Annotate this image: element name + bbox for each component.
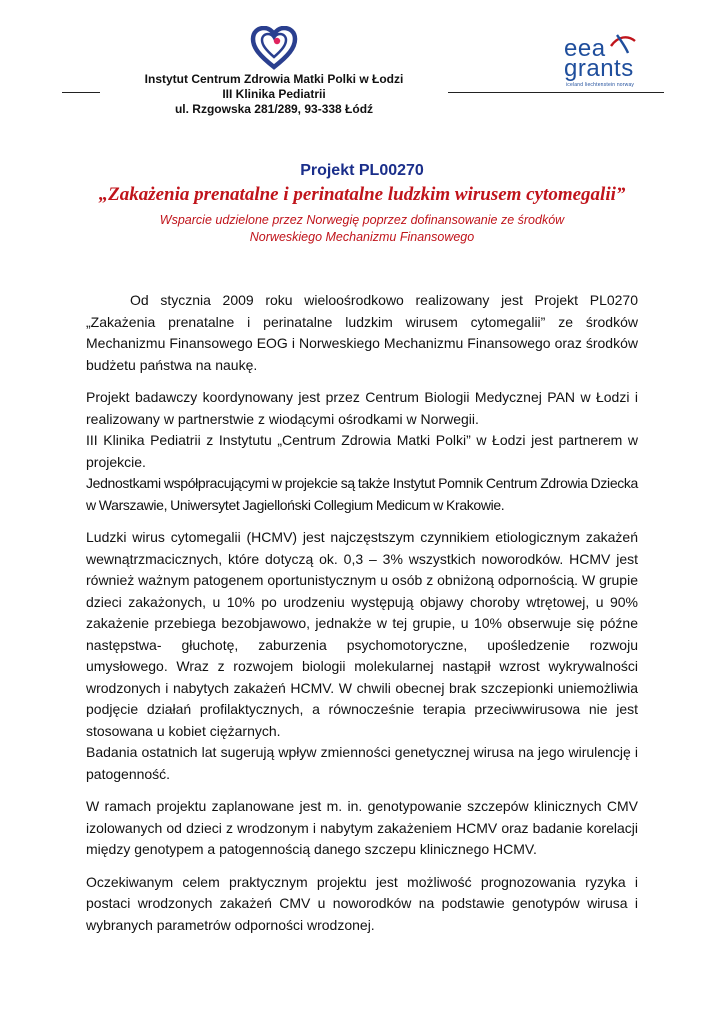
paragraph-hcmv: Ludzki wirus cytomegalii (HCMV) jest najczęstszym czynnikiem etiologicznym zakażeń wewnątrzmacicznych, które dotyczą ok. 0,3 – 3% wszystkich noworodków. HCMV jest również ważnym patogenem oportunistycznym u osób z obniżoną odpornością. W grupie dzieci zakażonych, u 10% po urodzeniu występują objawy choroby wtrętowej, u 90% zakażenie przebiega bezobjawowo, jednakże w tej grupie, u 10% obserwuje się późne następstwa- głuchotę, zaburzenia psychomotoryczne, upośledzenie rozwoju umysłowego. Wraz z rozwojem biologii molekularnej nastąpił wzrost wykrywalności wrodzonych i nabytych zakażeń HCMV. W chwili obecnej brak szczepionki uniemożliwia podjęcie działań profilaktycznych, a równocześnie terapia przeciwwirusowa nie jest stosowana u kobiet ciężarnych. xyxy=(86,529,638,739)
document-body xyxy=(86,290,638,947)
institute-address: ul. Rzgowska 281/289, 93-338 Łódź xyxy=(174,102,374,116)
eea-swoosh-icon xyxy=(608,32,638,54)
header-rule-right xyxy=(448,92,664,93)
support-line-2: Norweskiego Mechanizmu Finansowego xyxy=(249,230,475,244)
paragraph-cooperating-units: Jednostkami współpracującymi w projekcie są także Instytut Pomnik Centrum Zdrowia Dziecka w Warszawie, Uniwersytet Jagielloński Collegium Medicum w Krakowie. xyxy=(86,475,638,513)
paragraph-plan: W ramach projektu zaplanowane jest m. in. genotypowanie szczepów klinicznych CMV izolowanych od dzieci z wrodzonym i nabytym zakażeniem HCMV oraz badanie korelacji między genotypem a patogennością danego szczepu klinicznego HCMV. xyxy=(86,798,638,857)
support-line-1: Wsparcie udzielone przez Norwegię poprzez dofinansowanie ze środków xyxy=(159,213,565,227)
paragraph-goal: Oczekiwanym celem praktycznym projektu jest możliwość prognozowania ryzyka i postaci wrodzonych zakażeń CMV u noworodków na podstawie genotypów wirusa i wybranych parametrów odporności wrodzonej. xyxy=(86,873,638,933)
institute-header xyxy=(100,72,448,117)
paragraph-partner: III Klinika Pediatrii z Instytutu „Centrum Zdrowia Matki Polki” w Łodzi jest partnerem w projekcie. xyxy=(86,432,638,470)
eea-logo-line1: eea xyxy=(564,35,606,62)
heart-logo-icon xyxy=(250,26,298,70)
eea-logo-line2: grants xyxy=(564,55,634,82)
clinic-name: III Klinika Pediatrii xyxy=(222,87,326,101)
paragraph-research: Badania ostatnich lat sugerują wpływ zmienności genetycznej wirusa na jego wirulencję i patogenność. xyxy=(86,744,638,782)
eea-logo-subtitle: iceland liechtenstein norway xyxy=(566,82,635,88)
paragraph-coordination: Projekt badawczy koordynowany jest przez Centrum Biologii Medycznej PAN w Łodzi i realizowany w partnerstwie z wiodącymi ośrodkami w Norwegii. xyxy=(86,389,638,427)
project-code: Projekt PL00270 xyxy=(300,162,424,179)
paragraph-intro: Od stycznia 2009 roku wieloośrodkowo realizowany jest Projekt PL0270 „Zakażenia prenatalne i perinatalne ludzkim wirusem cytomegalii” ze środków Mechanizmu Finansowego EOG i Norweskiego Mechanizmu Finansowego oraz środków budżetu państwa na naukę. xyxy=(86,292,638,373)
header-rule-left xyxy=(62,92,100,93)
project-title: „Zakażenia prenatalne i perinatalne ludzkim wirusem cytomegalii” xyxy=(98,184,626,205)
support-note xyxy=(0,212,724,246)
institute-name: Instytut Centrum Zdrowia Matki Polki w Łodzi xyxy=(144,72,404,86)
